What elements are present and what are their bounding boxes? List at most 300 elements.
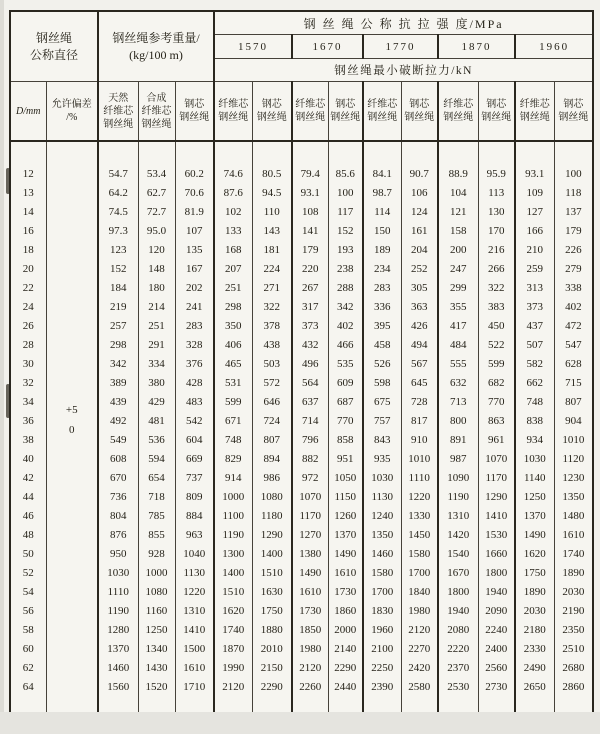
value-cell: 1750 — [252, 602, 292, 621]
value-cell: 609 — [328, 374, 363, 393]
diameter-cell: 13 — [22, 187, 34, 199]
value-cell: 796 — [292, 431, 328, 450]
value-cell: 241 — [175, 298, 214, 317]
cell — [98, 141, 138, 165]
value-cell: 1660 — [478, 545, 515, 564]
value-cell: 214 — [138, 298, 175, 317]
value-cell: 88.9 — [438, 165, 478, 184]
value-cell: 110 — [252, 203, 292, 222]
value-cell: 322 — [252, 298, 292, 317]
value-cell: 70.6 — [175, 184, 214, 203]
value-cell: 1430 — [138, 659, 175, 678]
value-cell: 466 — [328, 336, 363, 355]
header-line: 钢丝绳 — [179, 112, 210, 123]
value-cell: 934 — [515, 431, 554, 450]
value-cell: 484 — [438, 336, 478, 355]
value-cell: 2650 — [515, 678, 554, 697]
header-line: 纤维芯 — [218, 99, 249, 110]
table-row — [10, 659, 593, 678]
value-cell: 1110 — [401, 469, 438, 488]
value-cell: 1740 — [554, 545, 593, 564]
value-cell: 1460 — [98, 659, 138, 678]
value-cell: 1400 — [252, 545, 292, 564]
value-cell: 2010 — [252, 640, 292, 659]
value-cell: 542 — [175, 412, 214, 431]
value-cell: 378 — [252, 317, 292, 336]
value-cell: 718 — [138, 488, 175, 507]
cell — [328, 141, 363, 165]
value-cell: 1080 — [252, 488, 292, 507]
value-cell: 1480 — [554, 507, 593, 526]
diameter-cell: 24 — [22, 301, 34, 313]
value-cell: 267 — [292, 279, 328, 298]
diameter-cell: 56 — [22, 605, 34, 617]
value-cell: 1580 — [363, 564, 401, 583]
value-cell: 170 — [478, 222, 515, 241]
value-cell: 1410 — [175, 621, 214, 640]
value-cell: 1860 — [328, 602, 363, 621]
col-header-synthetic-fiber-core — [138, 82, 175, 142]
value-cell: 894 — [252, 450, 292, 469]
value-cell: 547 — [554, 336, 593, 355]
value-cell: 200 — [438, 241, 478, 260]
value-cell: 736 — [98, 488, 138, 507]
value-cell: 271 — [252, 279, 292, 298]
cell — [175, 141, 214, 165]
value-cell: 2510 — [554, 640, 593, 659]
value-cell: 1290 — [252, 526, 292, 545]
table-row — [10, 412, 593, 431]
value-cell: 84.1 — [363, 165, 401, 184]
value-cell: 1520 — [138, 678, 175, 697]
tolerance-line: +5 — [65, 403, 78, 416]
value-cell: 109 — [515, 184, 554, 203]
value-cell: 226 — [554, 241, 593, 260]
value-cell: 123 — [98, 241, 138, 260]
value-cell: 2120 — [214, 678, 252, 697]
value-cell: 2140 — [328, 640, 363, 659]
value-cell: 1960 — [363, 621, 401, 640]
diameter-cell: 64 — [22, 681, 34, 693]
value-cell: 117 — [328, 203, 363, 222]
col-header-tolerance — [46, 82, 98, 142]
value-cell: 882 — [292, 450, 328, 469]
value-cell: 714 — [292, 412, 328, 431]
value-cell: 2080 — [438, 621, 478, 640]
diameter-cell: 50 — [22, 548, 34, 560]
diameter-cell: 12 — [22, 168, 34, 180]
header-line: 合成 — [146, 92, 167, 104]
value-cell: 1000 — [138, 564, 175, 583]
col-header-natural-fiber-core — [98, 82, 138, 142]
value-cell: 102 — [214, 203, 252, 222]
value-cell: 180 — [138, 279, 175, 298]
value-cell: 986 — [252, 469, 292, 488]
table-row — [10, 431, 593, 450]
value-cell: 179 — [554, 222, 593, 241]
value-cell: 216 — [478, 241, 515, 260]
header-line: 钢芯 — [563, 99, 584, 110]
value-cell: 234 — [363, 260, 401, 279]
value-cell: 2440 — [328, 678, 363, 697]
diameter-cell: 22 — [22, 282, 34, 294]
strength-1870: 1870 — [438, 35, 515, 59]
header-line: 钢丝绳参考重量/ — [112, 30, 200, 45]
value-cell: 97.3 — [98, 222, 138, 241]
value-cell: 1620 — [515, 545, 554, 564]
value-cell: 1340 — [138, 640, 175, 659]
col-header-steel-core — [401, 82, 438, 142]
value-cell: 972 — [292, 469, 328, 488]
value-cell: 53.4 — [138, 165, 175, 184]
diameter-cell: 58 — [22, 624, 34, 636]
value-cell: 450 — [478, 317, 515, 336]
value-cell: 252 — [401, 260, 438, 279]
strength-1570: 1570 — [214, 35, 292, 59]
wire-rope-table — [9, 10, 594, 717]
diameter-cell: 38 — [22, 434, 34, 446]
value-cell: 458 — [363, 336, 401, 355]
value-cell: 604 — [175, 431, 214, 450]
value-cell: 884 — [175, 507, 214, 526]
value-cell: 1800 — [438, 583, 478, 602]
value-cell: 928 — [138, 545, 175, 564]
value-cell: 910 — [401, 431, 438, 450]
value-cell: 429 — [138, 393, 175, 412]
value-cell: 2290 — [252, 678, 292, 697]
value-cell: 1250 — [138, 621, 175, 640]
header-line: (kg/100 m) — [129, 47, 183, 62]
value-cell: 2580 — [401, 678, 438, 697]
value-cell: 829 — [214, 450, 252, 469]
cell — [138, 141, 175, 165]
value-cell: 74.5 — [98, 203, 138, 222]
value-cell: 383 — [478, 298, 515, 317]
value-cell: 74.6 — [214, 165, 252, 184]
value-cell: 572 — [252, 374, 292, 393]
value-cell: 1240 — [363, 507, 401, 526]
value-cell: 1510 — [214, 583, 252, 602]
spacer-row — [10, 141, 593, 165]
diameter-cell: 48 — [22, 529, 34, 541]
value-cell: 95.9 — [478, 165, 515, 184]
value-cell: 2330 — [515, 640, 554, 659]
value-cell: 1180 — [252, 507, 292, 526]
value-cell: 2240 — [478, 621, 515, 640]
value-cell: 266 — [478, 260, 515, 279]
value-cell: 373 — [292, 317, 328, 336]
value-cell: 536 — [138, 431, 175, 450]
value-cell: 1710 — [175, 678, 214, 697]
value-cell: 1220 — [175, 583, 214, 602]
value-cell: 599 — [478, 355, 515, 374]
value-cell: 1290 — [478, 488, 515, 507]
value-cell: 1080 — [138, 583, 175, 602]
value-cell: 987 — [438, 450, 478, 469]
value-cell: 1370 — [515, 507, 554, 526]
diameter-cell: 40 — [22, 453, 34, 465]
value-cell: 322 — [478, 279, 515, 298]
value-cell: 465 — [214, 355, 252, 374]
value-cell: 1890 — [554, 564, 593, 583]
value-cell: 1610 — [554, 526, 593, 545]
diameter-cell: 18 — [22, 244, 34, 256]
value-cell: 1830 — [363, 602, 401, 621]
value-cell: 87.6 — [214, 184, 252, 203]
header-line: 纤维芯 — [103, 105, 134, 117]
value-cell: 108 — [292, 203, 328, 222]
value-cell: 2400 — [478, 640, 515, 659]
header-line: 钢丝绳 — [519, 112, 550, 123]
value-cell: 179 — [292, 241, 328, 260]
value-cell: 189 — [363, 241, 401, 260]
value-cell: 98.7 — [363, 184, 401, 203]
value-cell: 202 — [175, 279, 214, 298]
value-cell: 317 — [292, 298, 328, 317]
cell — [478, 141, 515, 165]
value-cell: 1220 — [401, 488, 438, 507]
value-cell: 299 — [438, 279, 478, 298]
value-cell: 439 — [98, 393, 138, 412]
value-cell: 748 — [214, 431, 252, 450]
value-cell: 80.5 — [252, 165, 292, 184]
value-cell: 106 — [401, 184, 438, 203]
value-cell: 687 — [328, 393, 363, 412]
value-cell: 2180 — [515, 621, 554, 640]
header-line: 纤维芯 — [141, 105, 172, 117]
value-cell: 1610 — [292, 583, 328, 602]
value-cell: 342 — [98, 355, 138, 374]
value-cell: 107 — [175, 222, 214, 241]
value-cell: 914 — [214, 469, 252, 488]
value-cell: 481 — [138, 412, 175, 431]
value-cell: 594 — [138, 450, 175, 469]
value-cell: 1150 — [328, 488, 363, 507]
diameter-cell: 52 — [22, 567, 34, 579]
value-cell: 2420 — [401, 659, 438, 678]
col-header-diameter: D/mm — [10, 82, 46, 142]
value-cell: 1990 — [214, 659, 252, 678]
value-cell: 130 — [478, 203, 515, 222]
value-cell: 251 — [138, 317, 175, 336]
value-cell: 143 — [252, 222, 292, 241]
diameter-cell: 42 — [22, 472, 34, 484]
value-cell: 483 — [175, 393, 214, 412]
value-cell: 432 — [292, 336, 328, 355]
header-row — [10, 11, 593, 35]
header-line: 钢丝绳 — [558, 112, 589, 123]
value-cell: 79.4 — [292, 165, 328, 184]
value-cell: 1490 — [515, 526, 554, 545]
value-cell: 1460 — [363, 545, 401, 564]
header-line: 钢芯 — [184, 99, 205, 110]
table-row — [10, 222, 593, 241]
value-cell: 90.7 — [401, 165, 438, 184]
value-cell: 1610 — [175, 659, 214, 678]
value-cell: 535 — [328, 355, 363, 374]
value-cell: 204 — [401, 241, 438, 260]
value-cell: 257 — [98, 317, 138, 336]
value-cell: 118 — [554, 184, 593, 203]
value-cell: 238 — [328, 260, 363, 279]
value-cell: 167 — [175, 260, 214, 279]
diameter-cell: 30 — [22, 358, 34, 370]
value-cell: 2120 — [292, 659, 328, 678]
value-cell: 2560 — [478, 659, 515, 678]
breaking-force-header: 钢丝绳最小破断拉力/kN — [214, 59, 593, 82]
cell — [438, 141, 478, 165]
value-cell: 438 — [252, 336, 292, 355]
value-cell: 2390 — [363, 678, 401, 697]
table-row — [10, 336, 593, 355]
value-cell: 522 — [478, 336, 515, 355]
value-cell: 1740 — [214, 621, 252, 640]
value-cell: 150 — [363, 222, 401, 241]
header-line: 纤维芯 — [443, 99, 474, 110]
header-line: 钢丝绳 — [36, 30, 73, 45]
col-header-fiber-core — [363, 82, 401, 142]
value-cell: 646 — [252, 393, 292, 412]
value-cell: 127 — [515, 203, 554, 222]
value-cell: 863 — [478, 412, 515, 431]
value-cell: 1250 — [515, 488, 554, 507]
value-cell: 1050 — [328, 469, 363, 488]
value-cell: 328 — [175, 336, 214, 355]
value-cell: 1610 — [328, 564, 363, 583]
value-cell: 1620 — [214, 602, 252, 621]
value-cell: 2350 — [554, 621, 593, 640]
value-cell: 406 — [214, 336, 252, 355]
cell — [214, 141, 252, 165]
table-row — [10, 564, 593, 583]
value-cell: 184 — [98, 279, 138, 298]
value-cell: 838 — [515, 412, 554, 431]
value-cell: 963 — [175, 526, 214, 545]
value-cell: 724 — [252, 412, 292, 431]
value-cell: 1540 — [438, 545, 478, 564]
value-cell: 1100 — [214, 507, 252, 526]
value-cell: 2270 — [401, 640, 438, 659]
header-line: 钢丝绳 — [330, 112, 361, 123]
value-cell: 950 — [98, 545, 138, 564]
value-cell: 247 — [438, 260, 478, 279]
value-cell: 1160 — [138, 602, 175, 621]
value-cell: 567 — [401, 355, 438, 374]
value-cell: 1980 — [401, 602, 438, 621]
value-cell: 148 — [138, 260, 175, 279]
col-header-steel-core — [252, 82, 292, 142]
value-cell: 1000 — [214, 488, 252, 507]
col-header-steel-core — [328, 82, 363, 142]
value-cell: 599 — [214, 393, 252, 412]
value-cell: 437 — [515, 317, 554, 336]
value-cell: 2250 — [363, 659, 401, 678]
value-cell: 380 — [138, 374, 175, 393]
value-cell: 904 — [554, 412, 593, 431]
header-line: 钢丝绳 — [103, 118, 134, 130]
value-cell: 1560 — [98, 678, 138, 697]
value-cell: 961 — [478, 431, 515, 450]
table-row — [10, 317, 593, 336]
header-line: 钢丝绳 — [443, 112, 474, 123]
value-cell: 1370 — [98, 640, 138, 659]
value-cell: 608 — [98, 450, 138, 469]
value-cell: 373 — [515, 298, 554, 317]
value-cell: 843 — [363, 431, 401, 450]
value-cell: 2030 — [515, 602, 554, 621]
value-cell: 64.2 — [98, 184, 138, 203]
value-cell: 298 — [98, 336, 138, 355]
value-cell: 1400 — [214, 564, 252, 583]
value-cell: 1350 — [554, 488, 593, 507]
value-cell: 1500 — [175, 640, 214, 659]
value-cell: 496 — [292, 355, 328, 374]
value-cell: 682 — [478, 374, 515, 393]
table-row — [10, 450, 593, 469]
value-cell: 1490 — [292, 564, 328, 583]
value-cell: 1120 — [554, 450, 593, 469]
value-cell: 1010 — [554, 431, 593, 450]
table-row — [10, 355, 593, 374]
table-row — [10, 602, 593, 621]
diameter-cell: 34 — [22, 396, 34, 408]
value-cell: 1190 — [98, 602, 138, 621]
value-cell: 1070 — [478, 450, 515, 469]
header-line: 天然 — [108, 92, 129, 104]
value-cell: 1030 — [98, 564, 138, 583]
header-line: 纤维芯 — [367, 99, 398, 110]
header-line: 公称直径 — [30, 47, 79, 62]
value-cell: 124 — [401, 203, 438, 222]
header-line: /% — [66, 112, 78, 123]
value-cell: 675 — [363, 393, 401, 412]
value-cell: 426 — [401, 317, 438, 336]
value-cell: 251 — [214, 279, 252, 298]
value-cell: 1110 — [98, 583, 138, 602]
value-cell: 2120 — [401, 621, 438, 640]
value-cell: 662 — [515, 374, 554, 393]
value-cell: 152 — [98, 260, 138, 279]
value-cell: 54.7 — [98, 165, 138, 184]
value-cell: 93.1 — [292, 184, 328, 203]
table-row — [10, 203, 593, 222]
value-cell: 807 — [554, 393, 593, 412]
value-cell: 313 — [515, 279, 554, 298]
header-line: 钢丝绳 — [404, 112, 435, 123]
diameter-cell: 14 — [22, 206, 34, 218]
value-cell: 1350 — [363, 526, 401, 545]
table-row — [10, 260, 593, 279]
value-cell: 193 — [328, 241, 363, 260]
value-cell: 342 — [328, 298, 363, 317]
value-cell: 1070 — [292, 488, 328, 507]
value-cell: 582 — [515, 355, 554, 374]
value-cell: 1420 — [438, 526, 478, 545]
table-row — [10, 488, 593, 507]
value-cell: 291 — [138, 336, 175, 355]
value-cell: 654 — [138, 469, 175, 488]
value-cell: 1510 — [252, 564, 292, 583]
col-header-fiber-core — [515, 82, 554, 142]
value-cell: 81.9 — [175, 203, 214, 222]
table-row — [10, 507, 593, 526]
diameter-cell: 44 — [22, 491, 34, 503]
value-cell: 60.2 — [175, 165, 214, 184]
value-cell: 2860 — [554, 678, 593, 697]
value-cell: 1030 — [363, 469, 401, 488]
value-cell: 817 — [401, 412, 438, 431]
value-cell: 355 — [438, 298, 478, 317]
